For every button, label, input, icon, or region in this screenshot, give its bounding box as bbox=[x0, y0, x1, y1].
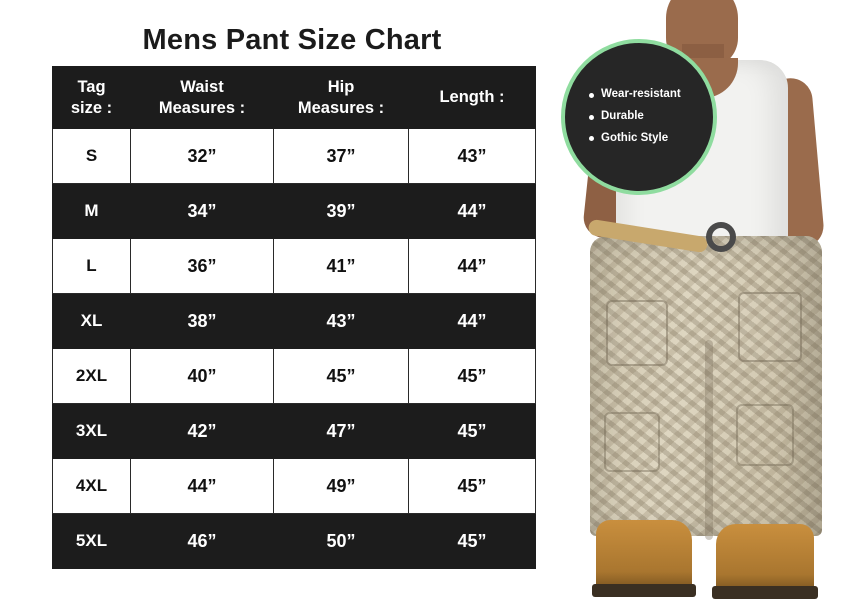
cell-length: 45” bbox=[409, 404, 536, 459]
cell-waist: 34” bbox=[131, 184, 274, 239]
boot-sole-right bbox=[712, 586, 818, 599]
cell-waist: 46” bbox=[131, 514, 274, 569]
cell-length: 45” bbox=[409, 459, 536, 514]
table-header bbox=[53, 67, 536, 129]
page-title: Mens Pant Size Chart bbox=[142, 24, 442, 56]
boot-sole-left bbox=[592, 584, 696, 597]
cell-tag-size: S bbox=[53, 129, 131, 184]
column-header-tag-size bbox=[53, 67, 131, 129]
cell-hip: 47” bbox=[274, 404, 409, 459]
feature-item bbox=[589, 106, 713, 128]
cell-length: 44” bbox=[409, 184, 536, 239]
cell-hip: 39” bbox=[274, 184, 409, 239]
header-line-1: Tag bbox=[77, 78, 106, 97]
table-row bbox=[53, 514, 536, 569]
feature-item bbox=[589, 84, 713, 106]
cargo-pocket-left-lower bbox=[604, 412, 660, 472]
cell-waist: 42” bbox=[131, 404, 274, 459]
table-header-row bbox=[53, 67, 536, 129]
table-row bbox=[53, 404, 536, 459]
cell-length: 43” bbox=[409, 129, 536, 184]
pants-leg-seam bbox=[705, 340, 713, 540]
size-chart-table bbox=[52, 66, 536, 569]
cell-tag-size: 4XL bbox=[53, 459, 131, 514]
cell-length: 45” bbox=[409, 514, 536, 569]
cell-waist: 32” bbox=[131, 129, 274, 184]
cell-tag-size: 5XL bbox=[53, 514, 131, 569]
feature-label: Durable bbox=[601, 110, 644, 123]
cell-tag-size: 3XL bbox=[53, 404, 131, 459]
bullet-dot-icon bbox=[589, 136, 594, 141]
bullet-dot-icon bbox=[589, 115, 594, 120]
column-header-waist bbox=[131, 67, 274, 129]
table-row bbox=[53, 349, 536, 404]
feature-item bbox=[589, 128, 713, 150]
cell-hip: 41” bbox=[274, 239, 409, 294]
cell-tag-size: XL bbox=[53, 294, 131, 349]
cell-length: 44” bbox=[409, 294, 536, 349]
header-line-1: Hip bbox=[327, 78, 355, 97]
column-header-hip bbox=[274, 67, 409, 129]
table-row bbox=[53, 294, 536, 349]
cell-tag-size: 2XL bbox=[53, 349, 131, 404]
belt-d-ring bbox=[706, 222, 736, 252]
header-line-2: Measures : bbox=[297, 98, 385, 117]
cell-waist: 44” bbox=[131, 459, 274, 514]
table-row bbox=[53, 129, 536, 184]
table-body bbox=[53, 129, 536, 569]
bullet-dot-icon bbox=[589, 93, 594, 98]
cell-tag-size: L bbox=[53, 239, 131, 294]
cell-waist: 36” bbox=[131, 239, 274, 294]
cell-hip: 37” bbox=[274, 129, 409, 184]
cell-tag-size: M bbox=[53, 184, 131, 239]
table-row bbox=[53, 184, 536, 239]
cargo-pocket-right-lower bbox=[736, 404, 794, 466]
feature-label: Gothic Style bbox=[601, 131, 669, 144]
column-header-length bbox=[409, 67, 536, 129]
cargo-pocket-left bbox=[606, 300, 668, 366]
cell-length: 45” bbox=[409, 349, 536, 404]
table-row bbox=[53, 239, 536, 294]
cell-hip: 43” bbox=[274, 294, 409, 349]
cell-waist: 40” bbox=[131, 349, 274, 404]
cell-hip: 50” bbox=[274, 514, 409, 569]
header-line-1: Length : bbox=[439, 88, 505, 107]
boot-left bbox=[596, 520, 692, 594]
feature-badge bbox=[561, 39, 717, 195]
cell-hip: 49” bbox=[274, 459, 409, 514]
header-line-1: Waist bbox=[180, 78, 224, 97]
table-row bbox=[53, 459, 536, 514]
cell-length: 44” bbox=[409, 239, 536, 294]
header-line-2: Measures : bbox=[158, 98, 246, 117]
header-line-2: size : bbox=[70, 98, 113, 117]
cell-hip: 45” bbox=[274, 349, 409, 404]
feature-label: Wear-resistant bbox=[601, 88, 681, 101]
cargo-pocket-right bbox=[738, 292, 802, 362]
cell-waist: 38” bbox=[131, 294, 274, 349]
